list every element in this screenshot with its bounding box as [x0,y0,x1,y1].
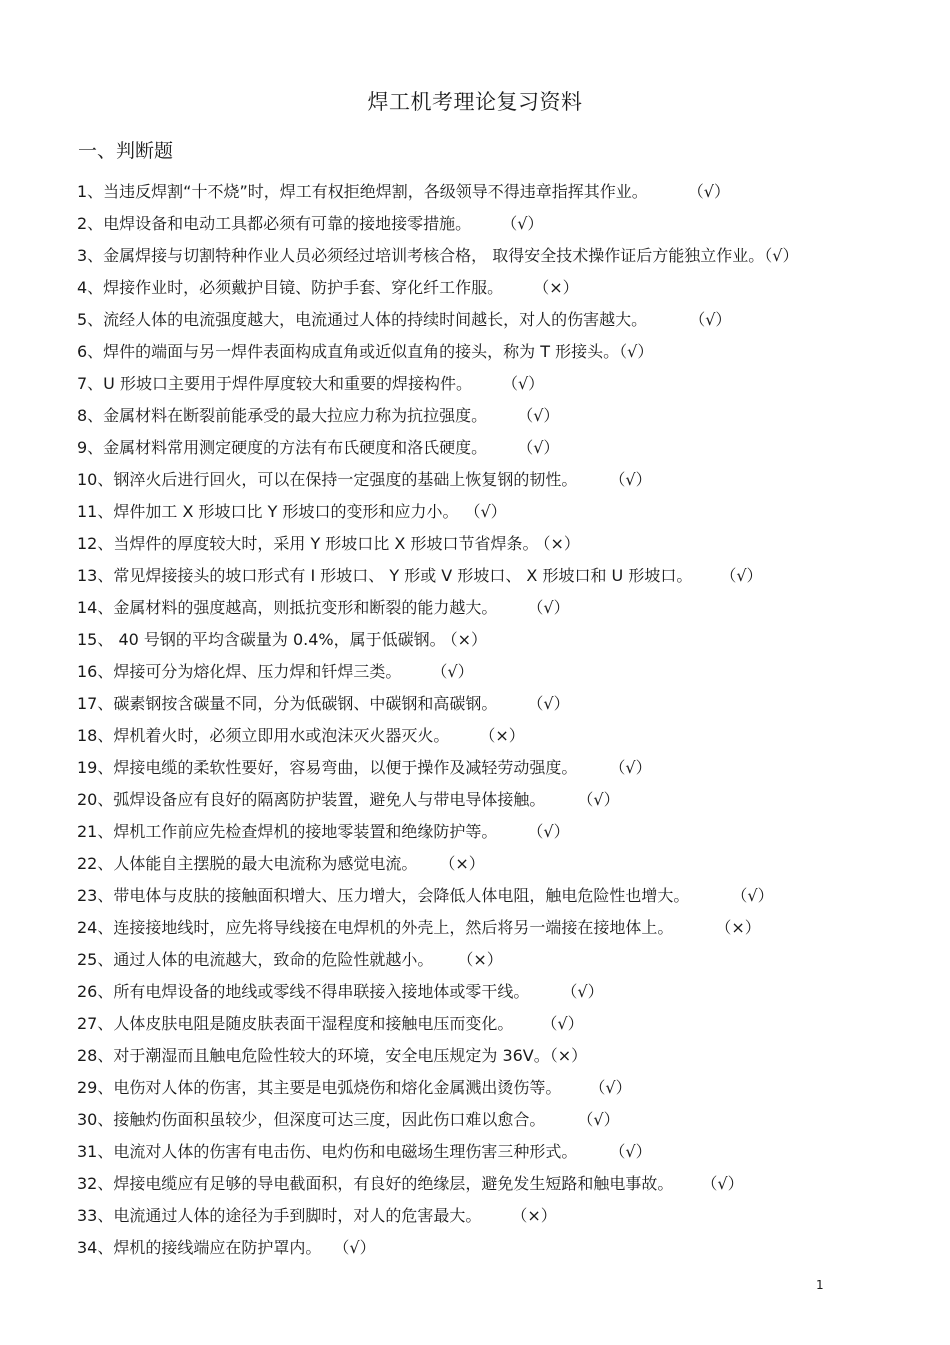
question-text: 27、人体皮肤电阻是随皮肤表面干湿程度和接触电压而变化。 [77,1014,514,1033]
answer-mark: （×） [541,278,579,297]
question-text: 29、电伤对人体的伤害，其主要是电弧烧伤和熔化金属溅出烫伤等。 [77,1078,562,1097]
answer-mark: （√） [617,758,652,777]
answer-mark: （√） [585,790,620,809]
question-text: 25、通过人体的电流越大，致命的危险性就越小。 [77,950,434,969]
question-item [77,500,927,532]
answer-mark: （√） [549,1014,584,1033]
answer-mark: （√） [341,1238,376,1257]
page-number: 1 [816,1278,824,1292]
question-item [77,692,927,724]
answer-mark: （×） [542,534,580,553]
question-text: 18、焊机着火时，必须立即用水或泡沫灭火器灭火。 [77,726,450,745]
question-item [77,884,927,916]
question-text: 5、流经人体的电流强度越大，电流通过人体的持续时间越长，对人的伤害越大。 [77,310,648,329]
question-text: 31、电流对人体的伤害有电击伤、电灼伤和电磁场生理伤害三种形式。 [77,1142,578,1161]
question-item [77,372,927,404]
question-item [77,724,927,756]
question-item [77,212,927,244]
question-text: 20、弧焊设备应有良好的隔离防护装置，避免人与带电导体接触。 [77,790,546,809]
question-item [77,948,927,980]
question-text: 24、连接接地线时，应先将导线接在电焊机的外壳上，然后将另一端接在接地体上。 [77,918,674,937]
question-item [77,180,927,212]
question-item [77,852,927,884]
answer-mark: （×） [549,1046,588,1065]
question-text: 14、金属材料的强度越高，则抵抗变形和断裂的能力越大。 [77,598,498,617]
question-item [77,404,927,436]
answer-mark: （√） [535,822,570,841]
question-text: 33、电流通过人体的途径为手到脚时，对人的危害最大。 [77,1206,482,1225]
question-item [77,1236,927,1268]
question-text: 12、当焊件的厚度较大时，采用 Y 形坡口比 X 形坡口节省焊条。 [77,534,539,553]
question-item [77,820,927,852]
question-item [77,308,927,340]
answer-mark: （√） [535,694,570,713]
question-text: 26、所有电焊设备的地线或零线不得串联接入接地体或零干线。 [77,982,530,1001]
answer-mark: （√） [597,1078,632,1097]
question-item [77,756,927,788]
question-text: 8、金属材料在断裂前能承受的最大拉应力称为抗拉强度。 [77,406,488,425]
question-text: 4、焊接作业时，必须戴护目镜、防护手套、穿化纤工作服。 [77,278,504,297]
question-item [77,660,927,692]
question-item [77,916,927,948]
question-item [77,276,927,308]
question-text: 16、焊接可分为熔化焊、压力焊和钎焊三类。 [77,662,402,681]
answer-mark: （×） [723,918,761,937]
question-item [77,1012,927,1044]
answer-mark: （√） [509,374,545,393]
answer-mark: （√） [525,406,560,425]
answer-mark: （×） [487,726,525,745]
answer-mark: （√） [739,886,774,905]
question-text: 28、对于潮湿而且触电危险性较大的环境，安全电压规定为 36V。 [77,1046,550,1065]
question-text: 6、焊件的端面与另一焊件表面构成直角或近似直角的接头，称为 T 形接头。 [77,342,620,361]
answer-mark: （√） [617,470,652,489]
answer-mark: （×） [449,630,488,649]
question-item [77,244,927,276]
question-item [77,1140,927,1172]
question-text: 22、人体能自主摆脱的最大电流称为感觉电流。 [77,854,418,873]
answer-mark: （√） [728,566,763,585]
question-item [77,788,927,820]
question-text: 11、焊件加工 X 形坡口比 Y 形坡口的变形和应力小。 [77,502,459,521]
question-text: 9、金属材料常用测定硬度的方法有布氏硬度和洛氏硬度。 [77,438,488,457]
question-text: 1、当违反焊割“十不烧”时，焊工有权拒绝焊割，各级领导不得违章指挥其作业。 [77,182,648,201]
question-text: 23、带电体与皮肤的接触面积增大、压力增大，会降低人体电阻，触电危险性也增大。 [77,886,690,905]
answer-mark: （√） [525,438,560,457]
question-item [77,532,927,564]
question-text: 2、电焊设备和电动工具都必须有可靠的接地接零措施。 [77,214,472,233]
question-item [77,468,927,500]
question-text: 3、金属焊接与切割特种作业人员必须经过培训考核合格， 取得安全技术操作证后方能独立作业。 [77,246,765,265]
question-text: 21、焊机工作前应先检查焊机的接地零装置和绝缘防护等。 [77,822,498,841]
answer-mark: （√） [439,662,474,681]
section-heading: 一、判断题 [78,140,174,162]
question-item [77,1172,927,1204]
question-list [77,180,927,1268]
answer-mark: （√） [709,1174,744,1193]
answer-mark: （×） [465,950,503,969]
answer-mark: （√） [569,982,604,1001]
question-text: 30、接触灼伤面积虽较少，但深度可达三度，因此伤口难以愈合。 [77,1110,546,1129]
answer-mark: （√） [697,310,732,329]
question-item [77,596,927,628]
answer-mark: （√） [695,182,730,201]
question-text: 10、钢淬火后进行回火，可以在保持一定强度的基础上恢复钢的韧性。 [77,470,578,489]
question-item [77,340,927,372]
question-item [77,1076,927,1108]
question-item [77,564,927,596]
answer-mark: （×） [447,854,485,873]
question-item [77,980,927,1012]
answer-mark: （√） [764,246,799,265]
answer-mark: （√） [619,342,654,361]
question-text: 15、 40 号钢的平均含碳量为 0.4%，属于低碳钢。 [77,630,446,649]
answer-mark: （√） [617,1142,652,1161]
answer-mark: （√） [585,1110,620,1129]
question-item [77,1204,927,1236]
answer-mark: （√） [509,214,544,233]
question-text: 17、碳素钢按含碳量不同，分为低碳钢、中碳钢和高碳钢。 [77,694,498,713]
question-item [77,436,927,468]
question-text: 13、常见焊接接头的坡口形式有 I 形坡口、 Y 形或 V 形坡口、 X 形坡口和 U 形坡口。 [77,566,693,585]
question-text: 32、焊接电缆应有足够的导电截面积，有良好的绝缘层，避免发生短路和触电事故。 [77,1174,674,1193]
answer-mark: （√） [472,502,507,521]
question-text: 34、焊机的接线端应在防护罩内。 [77,1238,322,1257]
answer-mark: （×） [519,1206,557,1225]
answer-mark: （√） [535,598,570,617]
question-text: 19、焊接电缆的柔软性要好，容易弯曲，以便于操作及减轻劳动强度。 [77,758,578,777]
question-item [77,628,927,660]
question-item [77,1108,927,1140]
document-title: 焊工机考理论复习资料 [367,90,583,114]
question-item [77,1044,927,1076]
question-text: 7、U 形坡口主要用于焊件厚度较大和重要的焊接构件。 [77,374,472,393]
